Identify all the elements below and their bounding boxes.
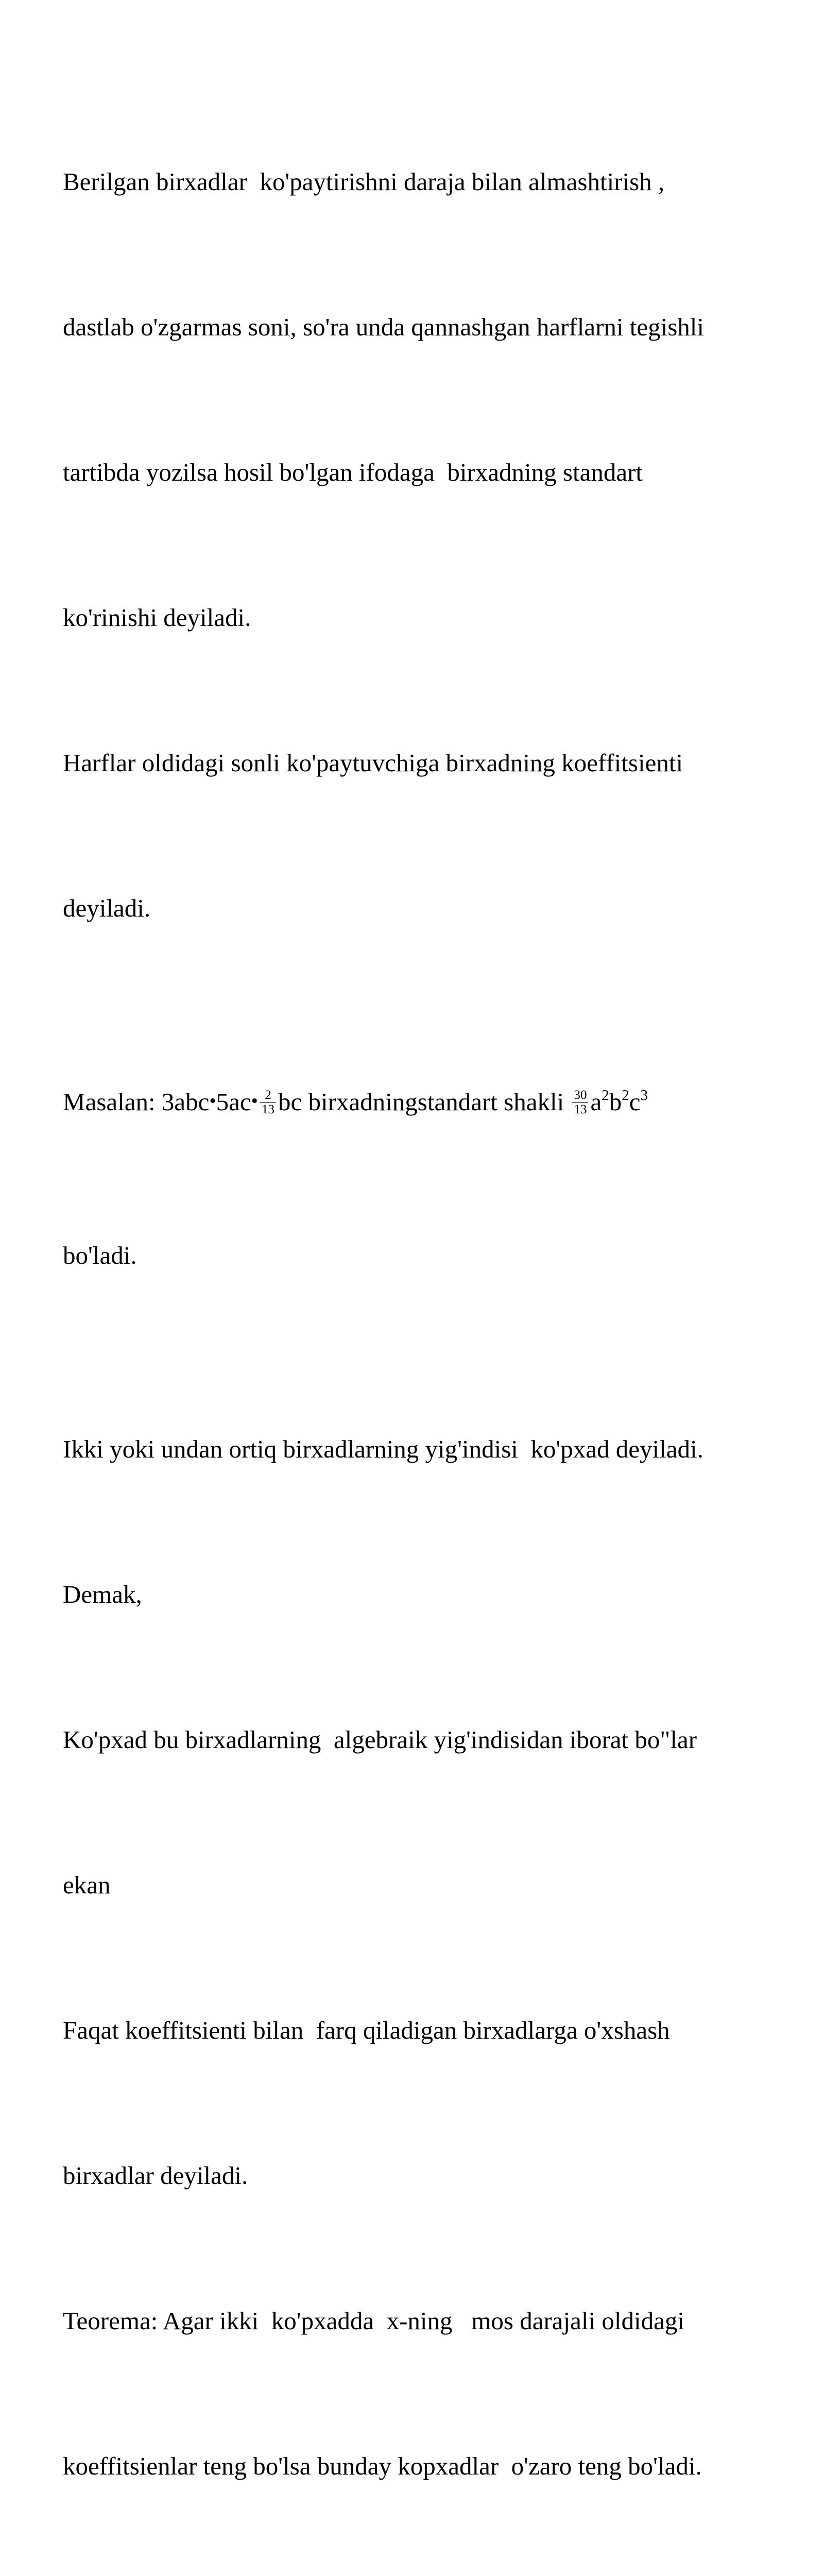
text-line: bo'ladi. — [63, 1241, 137, 1269]
text-line: Harflar oldidagi sonli ko'paytuvchiga birxadning koeffitsienti — [63, 749, 683, 777]
text-line: birxadlar deyiladi. — [63, 2161, 248, 2190]
variable: b — [609, 1088, 622, 1116]
text-line: Faqat koeffitsienti bilan farq qiladigan birxadlarga o'xshash — [63, 2016, 670, 2044]
fraction-numerator: 2 — [260, 1088, 276, 1103]
multiplication-dot: • — [251, 1090, 258, 1112]
exponent: 2 — [622, 1087, 629, 1104]
text-line: Ko'pxad bu birxadlarning algebraik yig'indisidan iborat bo"lar — [63, 1725, 697, 1754]
example-prefix: Masalan: 3abc — [63, 1088, 210, 1116]
example-mid: 5ac — [216, 1088, 251, 1116]
fraction-numerator: 30 — [572, 1088, 588, 1103]
text-line: koeffitsienlar teng bo'lsa bunday kopxadlar o'zaro teng bo'ladi. — [63, 2452, 702, 2480]
text-line: Ikki yoki undan ortiq birxadlarning yig'indisi ko'pxad deyiladi. — [63, 1435, 703, 1463]
variable: a — [590, 1088, 602, 1116]
text-line: Teorema: Agar ikki ko'pxadda x-ning mos darajali oldidagi — [63, 2307, 684, 2335]
text-line: dastlab o'zgarmas soni, so'ra unda qannashgan harflarni tegishli — [63, 313, 705, 341]
exponent: 2 — [602, 1087, 609, 1104]
variable: c — [629, 1088, 641, 1116]
example-formula-line — [63, 1078, 784, 1134]
text-line: ekan — [63, 1871, 111, 1899]
fraction-denominator: 13 — [574, 1103, 587, 1117]
text-line: deyiladi. — [63, 894, 151, 922]
fraction — [260, 1088, 276, 1116]
document-page — [63, 61, 784, 2576]
exponent: 3 — [640, 1087, 648, 1104]
text-line: ko'rinishi deyiladi. — [63, 603, 251, 632]
multiplication-dot: • — [209, 1090, 216, 1112]
text-line: Berilgan birxadlar ko'paytirishni daraja bilan almashtirish , — [63, 167, 665, 196]
fraction-denominator: 13 — [261, 1103, 274, 1117]
text-line: tartibda yozilsa hosil bo'lgan ifodaga birxadning standart — [63, 458, 643, 486]
fraction — [572, 1088, 588, 1116]
example-after-fraction: bc birxadningstandart shakli — [278, 1088, 571, 1116]
text-line: Demak, — [63, 1580, 142, 1608]
